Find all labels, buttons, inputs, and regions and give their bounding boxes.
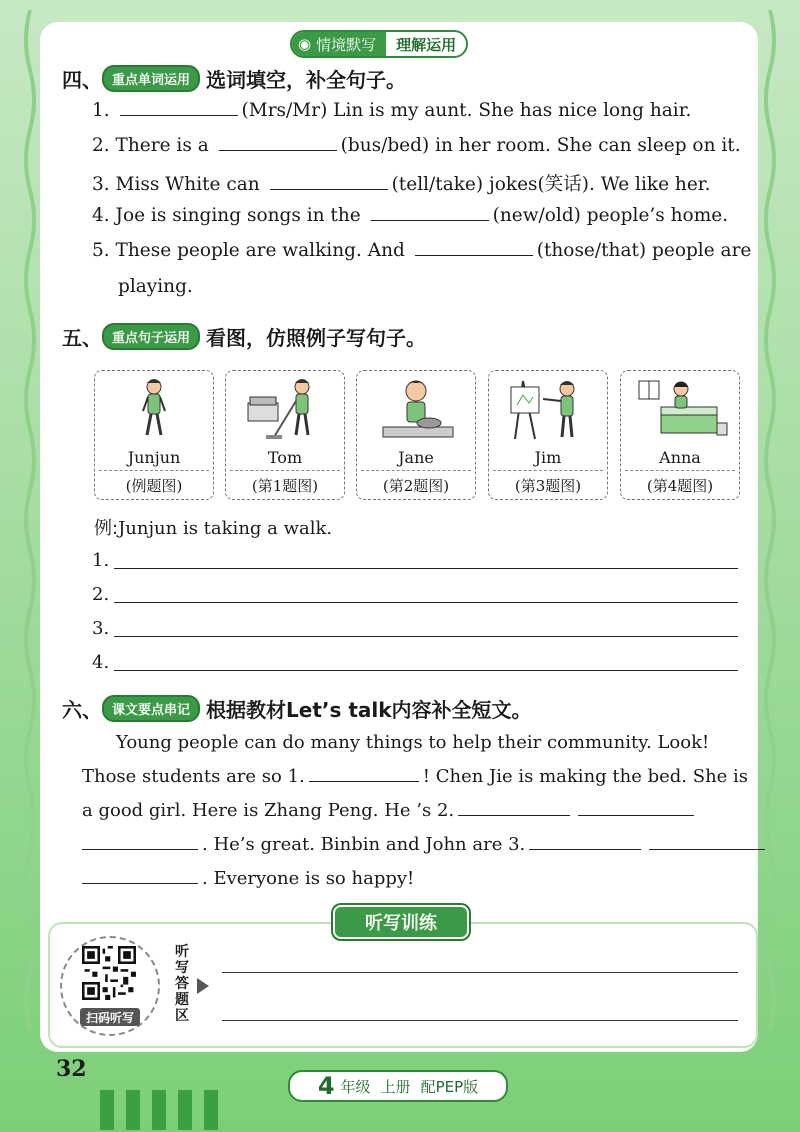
- answer-number: 1.: [92, 550, 110, 571]
- header-right: 理解运用: [386, 32, 466, 56]
- section4-title: [62, 64, 406, 93]
- walking-boy-illustration: [99, 375, 209, 441]
- s4-item-5-cont: playing.: [118, 276, 193, 297]
- picture-card-1: [225, 370, 345, 500]
- volume: 上册: [380, 1077, 411, 1096]
- item-number: 4.: [92, 205, 110, 226]
- passage-line-1: Young people can do many things to help their community. Look!: [116, 732, 710, 753]
- passage-text: . He’s great. Binbin and John are 3.: [202, 834, 526, 855]
- example-sentence: [94, 514, 332, 540]
- answer-blank[interactable]: [120, 114, 238, 116]
- answer-blank[interactable]: [371, 219, 489, 221]
- arrow-right-icon: [197, 978, 209, 994]
- picture-card-2: [356, 370, 476, 500]
- card-divider: [493, 470, 603, 471]
- answer-blank[interactable]: [415, 254, 533, 256]
- section6-badge: 课文要点串记: [102, 695, 200, 722]
- section4-instruction: 选词填空，补全句子。: [206, 68, 407, 92]
- answer-blank[interactable]: [578, 814, 694, 816]
- answer-blank[interactable]: [82, 848, 198, 850]
- example-label: 例:: [94, 518, 119, 539]
- card-divider: [361, 470, 471, 471]
- answer-blank[interactable]: [219, 149, 337, 151]
- section6-instruction: 根据教材Let’s talk内容补全短文。: [206, 698, 532, 722]
- qr-label: 扫码听写: [80, 1008, 140, 1026]
- item-number: 1.: [92, 100, 110, 121]
- card-name: Tom: [267, 448, 303, 467]
- mopping-boy-illustration: [230, 375, 340, 441]
- card-name: Jane: [398, 448, 434, 467]
- item-text: (bus/bed) in her room. She can sleep on it.: [340, 135, 741, 156]
- item-text: (new/old) people’s home.: [492, 205, 729, 226]
- writing-rule[interactable]: [114, 568, 738, 569]
- footer-grade-pill: [288, 1070, 508, 1102]
- s4-item-1: [92, 100, 691, 121]
- qr-code-icon: [82, 946, 136, 1000]
- dictation-line-1[interactable]: [222, 972, 738, 973]
- answer-line-3[interactable]: [92, 618, 109, 639]
- item-text: (those/that) people are: [536, 240, 752, 261]
- writing-rule[interactable]: [114, 602, 738, 603]
- item-text: Miss White can: [115, 174, 260, 195]
- card-divider: [230, 470, 340, 471]
- answer-line-1[interactable]: [92, 550, 109, 571]
- answer-blank[interactable]: [458, 814, 570, 816]
- card-caption: (第4题图): [646, 477, 714, 495]
- painting-boy-illustration: [493, 375, 603, 441]
- page-number: 32: [56, 1056, 87, 1082]
- item-text: There is a: [115, 135, 209, 156]
- passage-text: ! Chen Jie is making the bed. She is: [422, 766, 749, 787]
- answer-number: 4.: [92, 652, 110, 673]
- picture-card-4: [620, 370, 740, 500]
- header-pill: [290, 30, 468, 58]
- answer-blank[interactable]: [649, 848, 765, 850]
- item-text: (tell/take) jokes(笑话). We like her.: [391, 174, 711, 195]
- card-caption: (例题图): [125, 477, 183, 495]
- card-name: Junjun: [127, 448, 181, 467]
- s4-item-3: [92, 170, 710, 196]
- s4-item-2: [92, 135, 741, 156]
- dictation-line-2[interactable]: [222, 1020, 738, 1021]
- answer-blank[interactable]: [309, 780, 419, 782]
- card-divider: [99, 470, 209, 471]
- passage-text: . Everyone is so happy!: [202, 868, 415, 889]
- answer-number: 2.: [92, 584, 110, 605]
- s4-item-5: [92, 240, 751, 261]
- listening-tab: 听写训练: [333, 905, 469, 939]
- answer-blank[interactable]: [529, 848, 641, 850]
- card-caption: (第1题图): [251, 477, 319, 495]
- item-number: 2.: [92, 135, 110, 156]
- answer-blank[interactable]: [82, 882, 198, 884]
- item-number: 5.: [92, 240, 110, 261]
- section6-number: 六、: [62, 698, 102, 722]
- making-bed-girl-illustration: [625, 375, 735, 441]
- answer-blank[interactable]: [270, 188, 388, 190]
- section5-title: [62, 322, 426, 351]
- grade-unit: 年级: [340, 1077, 371, 1096]
- example-text: Junjun is taking a walk.: [118, 518, 333, 539]
- header-icon: ◉: [298, 35, 312, 53]
- card-divider: [625, 470, 735, 471]
- passage-line-3: [82, 800, 698, 821]
- answer-line-4[interactable]: [92, 652, 109, 673]
- item-text: (Mrs/Mr) Lin is my aunt. She has nice long hair.: [241, 100, 692, 121]
- card-caption: (第2题图): [382, 477, 450, 495]
- passage-text: a good girl. Here is Zhang Peng. He ’s 2.: [82, 800, 455, 821]
- cooking-girl-illustration: [361, 375, 471, 441]
- section5-instruction: 看图，仿照例子写句子。: [206, 326, 427, 350]
- item-text: These people are walking. And: [115, 240, 405, 261]
- header-left: 情境默写: [316, 35, 377, 54]
- section5-number: 五、: [62, 326, 102, 350]
- card-name: Anna: [659, 448, 701, 467]
- writing-rule[interactable]: [114, 636, 738, 637]
- passage-line-5: [82, 868, 414, 889]
- section4-badge: 重点单词运用: [102, 65, 200, 92]
- picture-card-example: [94, 370, 214, 500]
- answer-number: 3.: [92, 618, 110, 639]
- picture-card-3: [488, 370, 608, 500]
- s4-item-4: [92, 205, 728, 226]
- section4-number: 四、: [62, 68, 102, 92]
- answer-line-2[interactable]: [92, 584, 109, 605]
- edition: 配PEP版: [420, 1077, 479, 1096]
- item-text: Joe is singing songs in the: [115, 205, 361, 226]
- listening-vertical-label: 听写答题区: [175, 944, 189, 1024]
- section6-title: [62, 694, 532, 723]
- passage-text: Those students are so 1.: [82, 766, 305, 787]
- passage-line-4: [82, 834, 769, 855]
- item-number: 3.: [92, 174, 110, 195]
- card-name: Jim: [534, 448, 562, 467]
- passage-line-2: [82, 766, 748, 787]
- section5-badge: 重点句子运用: [102, 323, 200, 350]
- card-caption: (第3题图): [514, 477, 582, 495]
- grade-number: 4: [317, 1072, 335, 1100]
- writing-rule[interactable]: [114, 670, 738, 671]
